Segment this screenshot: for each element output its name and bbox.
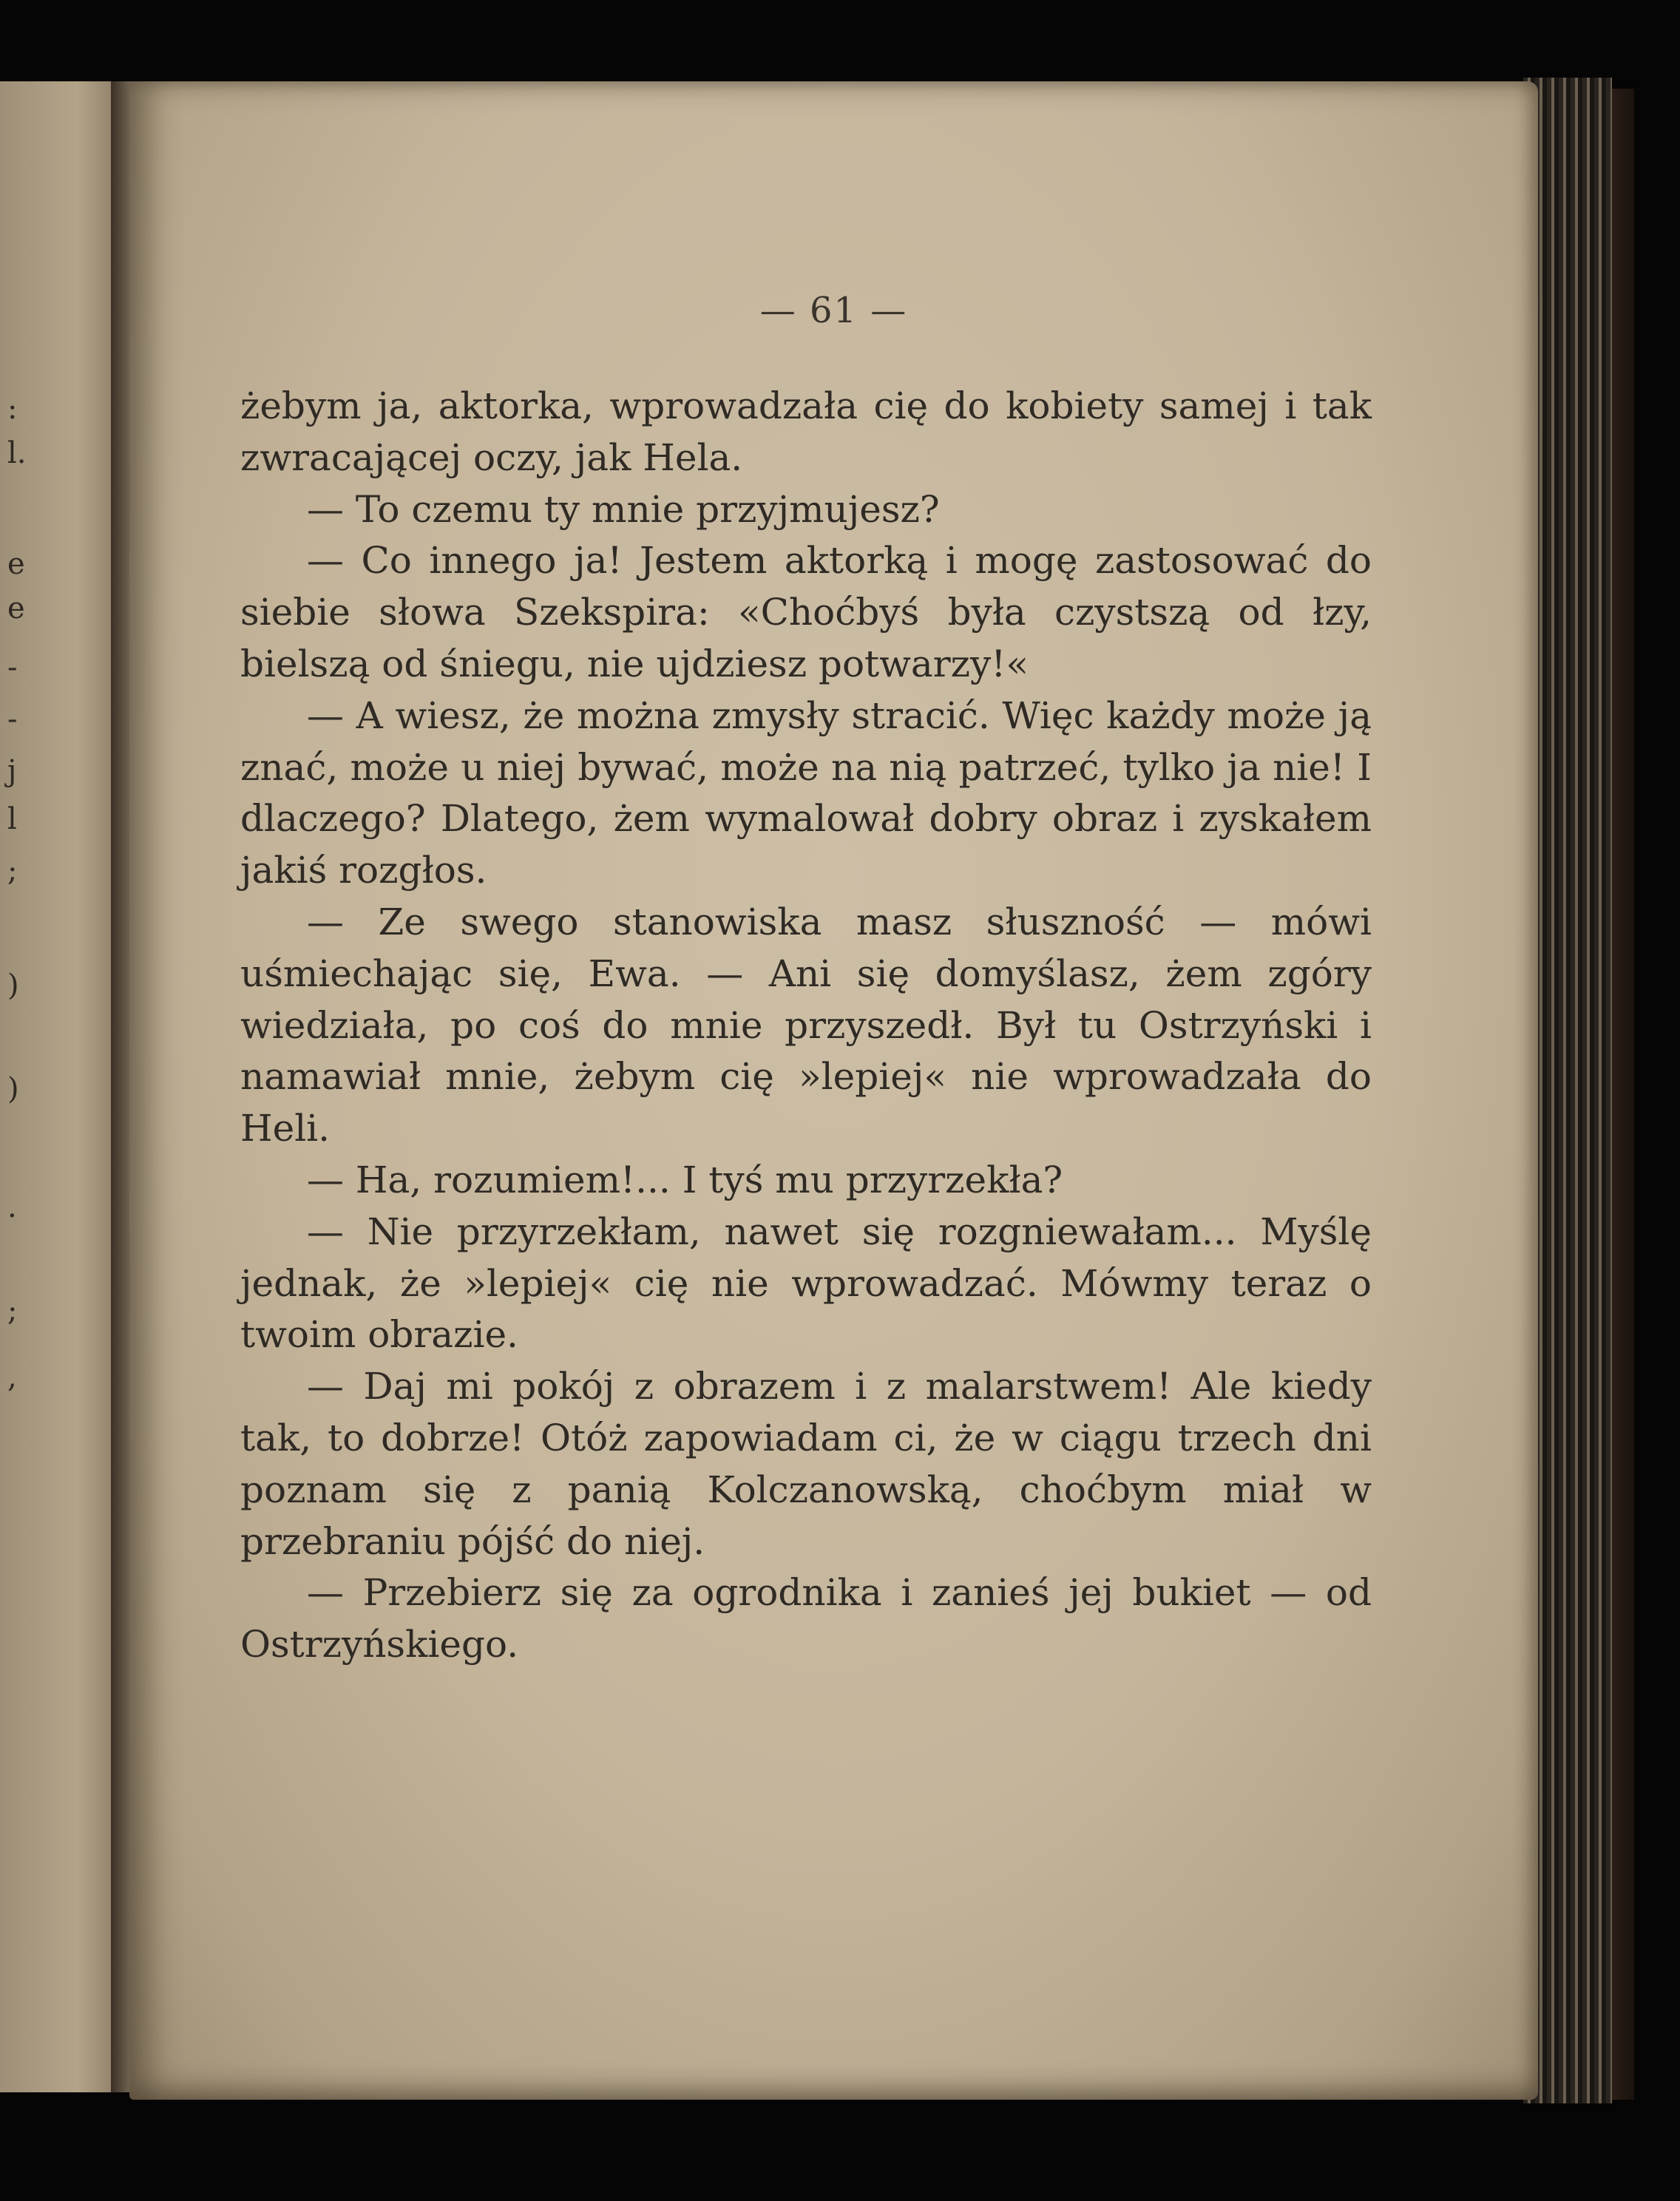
paragraph: — Co innego ja! Jestem aktorką i mogę zastosować do siebie słowa Szekspira: «Choćbyś była czystszą od łzy, bielszą od śniegu, nie ujdziesz potwarzy!« [240, 539, 1372, 685]
paragraph: żebym ja, aktorka, wprowadzała cię do kobiety samej i tak zwracającej oczy, jak Hela. [240, 384, 1372, 479]
edge-glyph: ) [7, 969, 19, 1003]
edge-glyph: ; [7, 1294, 18, 1328]
book-page [129, 81, 1538, 2100]
edge-glyph: l. [7, 436, 27, 470]
edge-glyph: e [7, 591, 25, 625]
paragraph: — Nie przyrzekłam, nawet się rozgniewałam... Myślę jednak, że »lepiej« cię nie wprowadzać. Mówmy teraz o twoim obrazie. [240, 1210, 1372, 1357]
paragraph: — Ha, rozumiem!... I tyś mu przyrzekła? [307, 1158, 1063, 1201]
paragraph: — A wiesz, że można zmysły stracić. Więc każdy może ją znać, może u niej bywać, może na nią patrzeć, tylko ja nie! I dlaczego? Dlatego, żem wymalował dobry obraz i zyskałem jakiś rozgłos. [240, 693, 1372, 892]
edge-glyph: : [7, 392, 18, 426]
edge-glyph: , [7, 1360, 17, 1394]
edge-glyph: - [7, 651, 18, 685]
edge-glyph: e [7, 547, 25, 581]
edge-glyph: l [7, 802, 17, 836]
edge-glyph: . [7, 1190, 17, 1224]
edge-glyph: j [7, 754, 17, 788]
paragraph: — Przebierz się za ogrodnika i zanieś jej bukiet — od Ostrzyńskiego. [240, 1571, 1372, 1666]
paragraph: — To czemu ty mnie przyjmujesz? [307, 487, 940, 531]
edge-glyph: - [7, 702, 18, 736]
paragraph: — Daj mi pokój z obrazem i z malarstwem! Ale kiedy tak, to dobrze! Otóż zapowiadam ci, że w ciągu trzech dni poznam się z panią Kolczanowską, choćbym miał w przebraniu pójść do niej. [240, 1365, 1372, 1563]
edge-glyph: ; [7, 854, 18, 888]
body-text [240, 381, 1372, 1671]
page-number: — 61 — [759, 290, 908, 331]
paragraph: — Ze swego stanowiska masz słuszność — mówi uśmiechając się, Ewa. — Ani się domyślasz, żem zgóry wiedziała, po coś do mnie przyszedł. Był tu Ostrzyński i namawiał mnie, żebym cię »lepiej« nie wprowadzała do Heli. [240, 900, 1372, 1150]
edge-glyph: ) [7, 1072, 19, 1106]
